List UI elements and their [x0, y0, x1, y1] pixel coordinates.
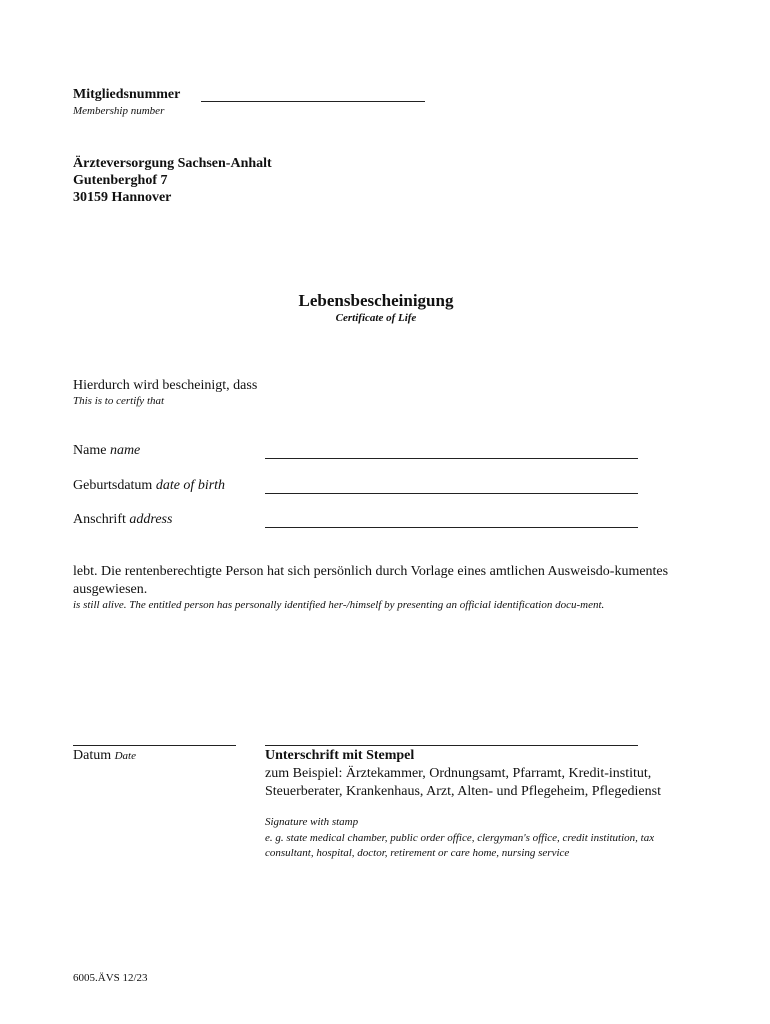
dob-label-de: Geburtsdatum	[73, 478, 153, 493]
membership-number-label: Mitgliedsnummer	[73, 87, 181, 102]
signature-title: Unterschrift mit Stempel	[265, 748, 415, 763]
recipient-address	[73, 155, 272, 206]
address-label-en: address	[129, 512, 173, 527]
signature-field[interactable]	[265, 745, 638, 746]
membership-number-label-en: Membership number	[73, 105, 165, 117]
address-line-1: Ärzteversorgung Sachsen-Anhalt	[73, 156, 272, 171]
name-label	[73, 443, 140, 459]
statement-text: lebt. Die rentenberechtigte Person hat sich persönlich durch Vorlage eines amtlichen Ausweisdo-kumentes ausgewiesen.	[73, 564, 669, 597]
date-label-de: Datum	[73, 748, 112, 763]
date-field[interactable]	[73, 745, 236, 746]
date-label-en: Date	[114, 750, 136, 762]
signature-title-en: Signature with stamp	[265, 816, 359, 828]
membership-number-field[interactable]	[201, 101, 425, 102]
statement-text-en: is still alive. The entitled person has personally identified her-/himself by presenting an official identification docu-ment.	[73, 599, 605, 611]
dob-label-en: date of birth	[155, 478, 226, 493]
intro-text: Hierdurch wird bescheinigt, dass	[73, 378, 258, 393]
name-label-en: name	[109, 443, 141, 458]
address-label	[73, 512, 172, 528]
address-line-3: 30159 Hannover	[73, 190, 172, 205]
dob-field[interactable]	[265, 493, 638, 494]
address-label-de: Anschrift	[73, 512, 126, 527]
page-title: Lebensbescheinigung	[298, 291, 454, 310]
name-label-de: Name	[73, 443, 107, 458]
address-field[interactable]	[265, 527, 638, 528]
address-line-2: Gutenberghof 7	[73, 173, 168, 188]
intro-text-en: This is to certify that	[73, 395, 165, 407]
name-field[interactable]	[265, 458, 638, 459]
page-subtitle: Certificate of Life	[335, 312, 417, 324]
date-label	[73, 748, 136, 764]
form-code: 6005.ÄVS 12/23	[73, 972, 148, 984]
dob-label	[73, 478, 225, 494]
signature-examples: zum Beispiel: Ärztekammer, Ordnungsamt, Pfarramt, Kredit-institut, Steuerberater, Krankenhaus, Arzt, Alten- und Pflegeheim, Pflegedienst	[265, 766, 661, 799]
signature-examples-en: e. g. state medical chamber, public order office, clergyman's office, credit institution, tax consultant, hospital, doctor, retirement or care home, nursing service	[265, 832, 655, 859]
